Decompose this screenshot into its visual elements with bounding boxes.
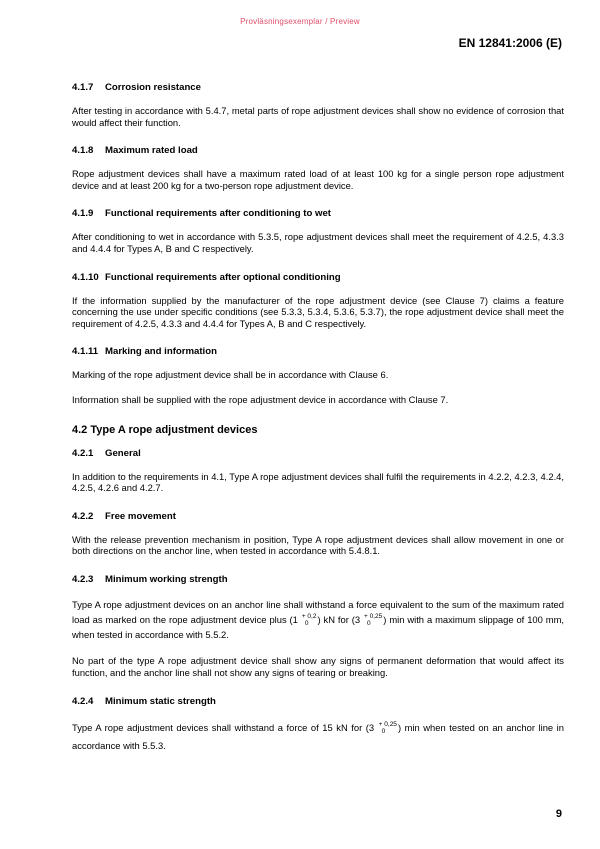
heading-4-2-1 (72, 448, 564, 460)
text-run: ) min with a maximum slippage of 100 mm, when tested in accordance with 5.5.2. (72, 613, 564, 641)
heading-title: Marking and information (105, 346, 217, 358)
heading-title: Functional requirements after optional conditioning (105, 271, 341, 283)
heading-title: Corrosion resistance (105, 82, 201, 93)
heading-number: 4.2.3 (72, 573, 94, 585)
heading-title: General (105, 447, 141, 459)
heading-number: 4.2.1 (72, 447, 94, 459)
heading-title: Minimum working strength (105, 573, 228, 585)
heading-number: 4.2.4 (72, 695, 94, 707)
heading-title: Free movement (105, 510, 176, 522)
preview-watermark: Provläsningsexemplar / Preview (240, 17, 360, 26)
paragraph-4-2-1: In addition to the requirements in 4.1, Type A rope adjustment devices shall fulfil the requirements in 4.2.2, 4.2.3, 4.2.4, 4.2.5, 4.2.6 and 4.2.7. (72, 470, 564, 494)
tolerance-lower: 0 (367, 620, 371, 628)
text-run: ) min when tested on an anchor line in accordance with 5.5.3. (72, 721, 564, 751)
paragraph-4-1-11-b: Information shall be supplied with the rope adjustment device in accordance with Clause 7. (72, 393, 449, 405)
heading-title: Maximum rated load (105, 145, 198, 157)
paragraph-4-2-4 (72, 719, 564, 755)
heading-4-1-7 (72, 82, 564, 94)
paragraph-4-1-9: After conditioning to wet in accordance with 5.3.5, rope adjustment devices shall meet the requirement of 4.2.5, 4.3.3 and 4.4.4 for Types A, B and C respectively. (72, 231, 564, 254)
heading-number: 4.1.8 (72, 145, 94, 157)
heading-4-2-2 (72, 511, 564, 523)
heading-number: 4.1.7 (72, 82, 94, 93)
heading-4-2-3 (72, 574, 564, 586)
paragraph-4-2-3-a (72, 597, 564, 643)
paragraph-4-1-10: If the information supplied by the manufacturer of the rope adjustment device (see Clause 7) claims a feature concerning the use under specific conditions (see 5.3.3, 5.3.4, 5.3.6, 5.3.7), the rope adjustment device shall meet the requirement of 4.2.5, 4.3.3 and 4.4.4 for Types A, B and C respectively. (72, 294, 564, 329)
text-run: ) kN for (3 (317, 613, 361, 625)
tolerance-upper: + 0,25 (364, 613, 383, 621)
heading-title: Minimum static strength (105, 695, 216, 707)
paragraph-4-2-2: With the release prevention mechanism in position, Type A rope adjustment devices shall allow movement in one or both directions on the anchor line, when tested in accordance with 5.4.8.1. (72, 533, 564, 557)
tolerance-upper: + 0,25 (378, 721, 397, 729)
heading-4-1-11 (72, 346, 564, 358)
heading-number: 4.1.11 (72, 346, 99, 358)
heading-number: 4.2.2 (72, 510, 94, 522)
paragraph-4-1-8: Rope adjustment devices shall have a maximum rated load of at least 100 kg for a single person rope adjustment device and at least 200 kg for a two-person rope adjustment device. (72, 168, 564, 191)
page-number: 9 (555, 808, 562, 820)
tolerance-lower: 0 (304, 620, 309, 628)
paragraph-4-2-3-b: No part of the type A rope adjustment device shall show any signs of permanent deformation that would affect its function, and the anchor line shall not show any signs of tearing or breaking. (72, 655, 564, 679)
heading-4-1-10 (72, 272, 564, 284)
heading-number: 4.1.10 (72, 271, 99, 283)
heading-title: Functional requirements after conditioning to wet (105, 208, 331, 220)
heading-4-2: 4.2 Type A rope adjustment devices (72, 423, 258, 436)
heading-number: 4.1.9 (72, 208, 94, 220)
paragraph-4-1-7: After testing in accordance with 5.4.7, metal parts of rope adjustment devices shall show no evidence of corrosion that would affect their function. (72, 105, 564, 128)
tolerance-value (364, 613, 382, 627)
standard-identifier: EN 12841:2006 (E) (458, 36, 562, 50)
tolerance-lower: 0 (381, 728, 386, 736)
text-run: Type A rope adjustment devices shall withstand a force of 15 kN for (3 (72, 721, 375, 733)
paragraph-4-1-11-a: Marking of the rope adjustment device shall be in accordance with Clause 6. (72, 369, 389, 381)
heading-4-2-4 (72, 696, 564, 708)
text-run: Type A rope adjustment devices on an anchor line shall withstand a force equivalent to the sum of the maximum rated load as marked on the rope adjustment device plus (1 (72, 598, 564, 625)
tolerance-upper: + 0,2 (301, 613, 317, 621)
tolerance-value (302, 613, 317, 627)
page-content (72, 82, 564, 768)
heading-4-1-9 (72, 208, 564, 220)
tolerance-value (379, 721, 397, 735)
heading-4-1-8 (72, 145, 564, 157)
